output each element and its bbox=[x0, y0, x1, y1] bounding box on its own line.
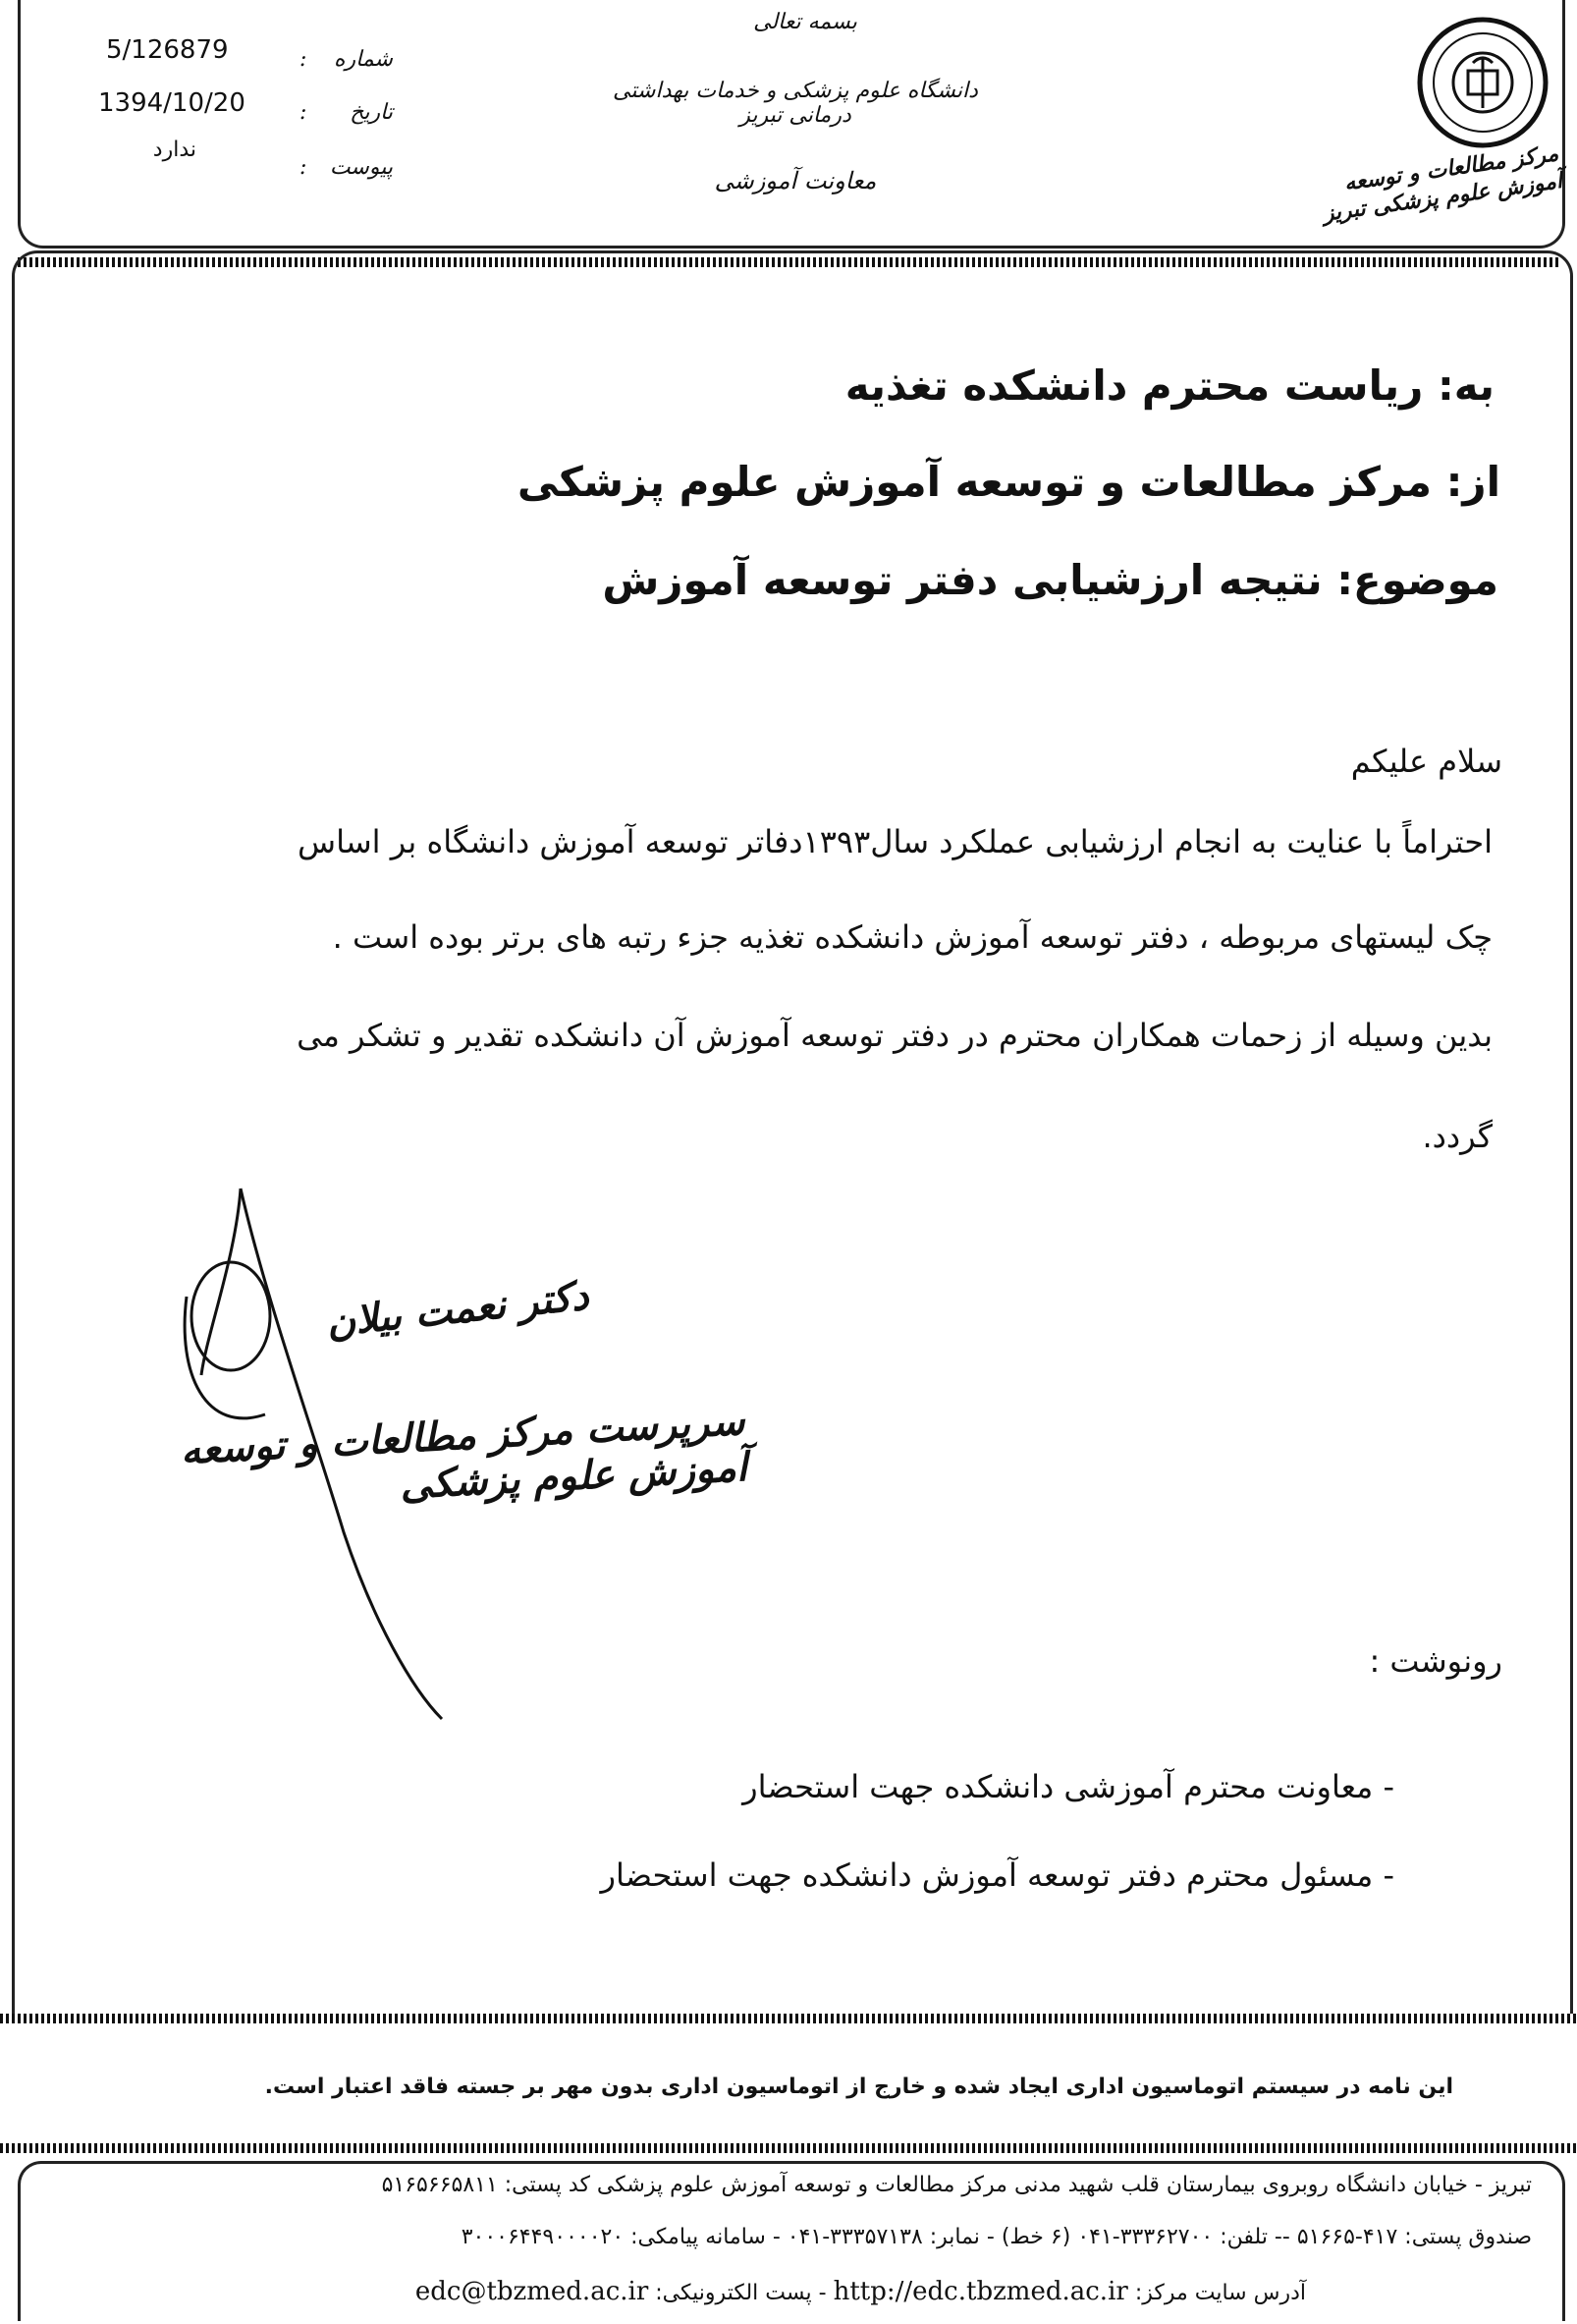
department-name: معاونت آموزشی bbox=[714, 167, 877, 194]
cc-label: رونوشت : bbox=[1369, 1642, 1502, 1680]
sender-line: از: مرکز مطالعات و توسعه آموزش علوم پزشکی bbox=[517, 458, 1500, 506]
subject-line: موضوع: نتیجه ارزشیابی دفتر توسعه آموزش bbox=[602, 556, 1498, 604]
body-line-2: چک لیستهای مربوطه ، دفتر توسعه آموزش دانشکده تغذیه جزء رتبه های برتر بوده است . bbox=[332, 918, 1493, 956]
number-label: شماره bbox=[333, 47, 393, 72]
university-name: دانشگاه علوم پزشکی و خدمات بهداشتی درمانی تبریز bbox=[613, 79, 978, 128]
cc-item-2: - مسئول محترم دفتر توسعه آموزش دانشکده جهت استحضار bbox=[600, 1856, 1394, 1894]
email-label: - پست الکترونیکی: bbox=[655, 2281, 827, 2305]
greeting: سلام علیکم bbox=[1350, 743, 1502, 780]
date-label: تاریخ bbox=[350, 100, 393, 125]
email-address[interactable]: edc@tbzmed.ac.ir bbox=[414, 2277, 649, 2306]
basmala: بسمه تعالی bbox=[753, 10, 857, 34]
body-line-1: احتراماً با عنایت به انجام ارزشیابی عملکرد سال۱۳۹۳دفاتر توسعه آموزش دانشگاه بر اساس bbox=[298, 823, 1493, 860]
automation-notice: این نامه در سیستم اتوماسیون اداری ایجاد شده و خارج از اتوماسیون اداری بدون مهر بر جسته فاقد اعتبار است. bbox=[264, 2075, 1453, 2099]
number-colon: : bbox=[299, 47, 307, 72]
date-colon: : bbox=[299, 100, 307, 125]
attachment-label: پیوست bbox=[329, 155, 393, 180]
contact-line: صندوق پستی: ۴۱۷-۵۱۶۶۵ -- تلفن: ۳۳۳۶۲۷۰۰-۰۴۱ (۶ خط) - نمابر: ۳۳۳۵۷۱۳۸-۰۴۱ - سامانه پیامکی: ۳۰۰۰۶۴۴۹۰۰۰۰۲۰ bbox=[461, 2225, 1532, 2249]
website-label: آدرس سایت مرکز: bbox=[1134, 2281, 1306, 2305]
body-line-3: بدین وسیله از زحمات همکاران محترم در دفتر توسعه آموزش آن دانشکده تقدیر و تشکر می bbox=[297, 1017, 1493, 1054]
letter-number: 5/126879 bbox=[106, 35, 229, 65]
cc-item-1: - معاونت محترم آموزشی دانشکده جهت استحضار bbox=[742, 1768, 1394, 1805]
attachment-value: ندارد bbox=[152, 138, 196, 162]
signer-title: سرپرست مرکز مطالعات و توسعه آموزش علوم پزشکی bbox=[179, 1398, 749, 1509]
footer-divider-top bbox=[0, 2014, 1577, 2023]
website-url[interactable]: http://edc.tbzmed.ac.ir bbox=[833, 2277, 1128, 2306]
edc-logo bbox=[1414, 14, 1551, 151]
attachment-colon: : bbox=[299, 155, 307, 180]
contact-web-row bbox=[324, 2277, 1306, 2306]
address-line: تبریز - خیابان دانشگاه روبروی بیمارستان قلب شهید مدنی مرکز مطالعات و توسعه آموزش علوم پزشکی کد پستی: ۵۱۶۵۶۶۵۸۱۱ bbox=[381, 2173, 1532, 2197]
center-name: مرکز مطالعات و توسعه آموزش علوم پزشکی تبریز bbox=[1321, 140, 1564, 227]
letter-date: 1394/10/20 bbox=[98, 88, 245, 118]
recipient-line: به: ریاست محترم دانشکده تغذیه bbox=[844, 361, 1495, 410]
signer-name: دکتر نعمت بیلان bbox=[324, 1272, 591, 1347]
footer-divider-bottom bbox=[0, 2143, 1577, 2153]
body-line-4: گردد. bbox=[1422, 1118, 1493, 1155]
